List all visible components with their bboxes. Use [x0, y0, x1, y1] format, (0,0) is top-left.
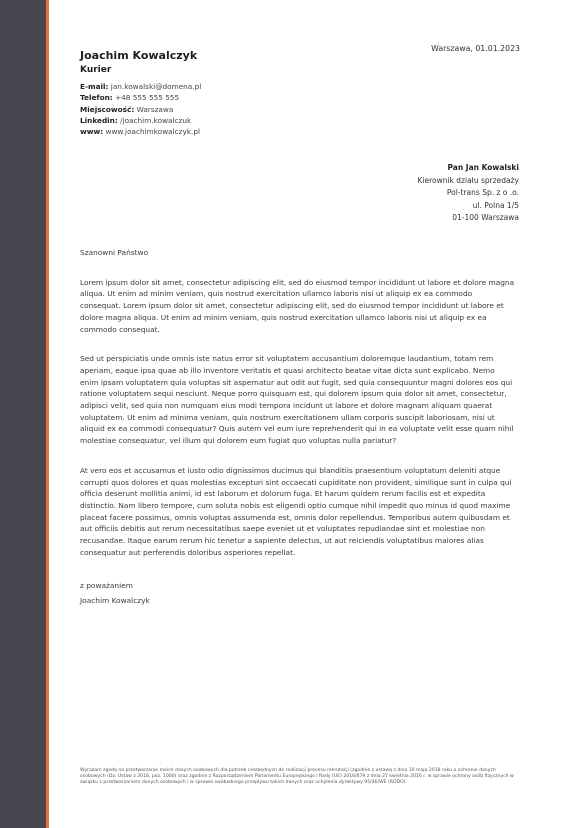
letter-page [49, 0, 578, 828]
contact-www [80, 126, 201, 137]
contact-label: www: [80, 127, 104, 137]
contact-label: Miejscowość: [80, 104, 135, 114]
body-paragraph: Lorem ipsum dolor sit amet, consectetur adipiscing elit, sed do eiusmod tempor incididunt ut labore et dolore magna aliqua. Ut enim ad minim veniam, quis nostrud exercitation ullamco laboris nisi ut aliquip ex ea commodo consequat. Lorem ipsum dolor sit amet, consectetur adipiscing elit, sed do eiusmod tempor incididunt ut labore et dolore magna aliqua. Ut enim ad minim veniam, quis nostrud exercitation ullamco laboris nisi ut aliquip ex ea commodo consequat. [80, 277, 515, 334]
recipient-line: ul. Polna 1/5 [472, 200, 519, 210]
sidebar-band [0, 0, 46, 828]
body-paragraph: At vero eos et accusamus et iusto odio dignissimos ducimus qui blanditiis praesentium voluptatum deleniti atque corrupti quos dolores et quas molestias excepturi sint occaecati cupiditate non provident, similique sunt in culpa qui officia deserunt mollitia animi, id est laborum et dolorum fuga. Et harum quidem rerum facilis est et expedita distinctio. Nam libero tempore, cum soluta nobis est eligendi optio cumque nihil impedit quo minus id quod maxime placeat facere possimus, omnis voluptas assumenda est, omnis dolor repellendus. Temporibus autem quibusdam et aut officiis debitis aut rerum necessitatibus saepe eveniet ut et voluptates repudiandae sint et molestiae non recusandae. Itaque earum rerum hic tenetur a sapiente delectus, ut aut reiciendis voluptatibus maiores alias consequatur aut perferendis doloribus asperiores repellat. [80, 465, 512, 557]
sender-position: Kurier [80, 65, 112, 75]
recipient-line: Kierownik działu sprzedaży [417, 175, 519, 185]
linkedin-value[interactable]: /joachim.kowalczuk [120, 115, 192, 125]
letter-date: Warszawa, 01.01.2023 [431, 44, 520, 53]
recipient-name: Pan Jan Kowalski [447, 163, 519, 172]
contact-city [80, 104, 201, 115]
letter-body [80, 247, 515, 608]
greeting: Szanowni Państwo [80, 248, 149, 257]
recipient-line: 01-100 Warszawa [452, 213, 519, 222]
email-value[interactable]: jan.kowalski@domena.pl [110, 82, 202, 91]
gdpr-clause: Wyrażam zgodę na przetwarzanie moich danych osobowych dla potrzeb niezbędnych do realizacji procesu rekrutacji (zgodnie z ustawą z dnia 10 maja 2018 roku o ochronie danych osobowych (Dz. Ustaw z 2018, poz. 1000) oraz zgodnie z Rozporządzeniem Parlamentu Europejskiego i Rady (UE) 2016/679 z dnia 27 kwietnia 2016 r. w sprawie ochrony osób fizycznych w związku z przetwarzaniem danych osobowych i w sprawie swobodnego przepływu takich danych oraz uchylenia dyrektywy 95/46/WE (RODO). [80, 768, 514, 786]
contact-phone [80, 92, 201, 103]
recipient-line: Pol-trans Sp. z o .o. [446, 188, 519, 197]
contact-linkedin [80, 115, 201, 126]
contact-label: E-mail: [80, 82, 109, 91]
contact-label: Linkedin: [80, 115, 118, 125]
city-value: Warszawa [136, 104, 174, 114]
recipient-block [417, 162, 519, 225]
contact-email [80, 81, 201, 92]
sender-block [80, 48, 201, 137]
body-paragraph: Sed ut perspiciatis unde omnis iste natus error sit voluptatem accusantium doloremque laudantium, totam rem aperiam, eaque ipsa quae ab illo inventore veritatis et quasi architecto beatae vitae dicta sunt explicabo. Nemo enim ipsam voluptatem quia voluptas sit aspernatur aut odit aut fugit, sed quia consequuntur magni dolores eos qui ratione voluptatem sequi nesciunt. Neque porro quisquam est, qui dolorem ipsum quia dolor sit amet, consectetur, adipisci velit, sed quia non numquam eius modi tempora incidunt ut labore et dolore magnam aliquam quaerat voluptatem. Ut enim ad minima veniam, quis nostrum exercitationem ullam corporis suscipit laboriosam, nisi ut aliquid ex ea commodi consequatur? Quis autem vel eum iure reprehenderit qui in ea voluptate velit esse quam nihil molestiae consequatur, vel illum qui dolorem eum fugiat quo voluptas nulla pariatur? [80, 354, 514, 446]
sender-name: Joachim Kowalczyk [80, 49, 198, 62]
www-value[interactable]: www.joachimkowalczyk.pl [105, 127, 201, 137]
phone-value: +48 555 555 555 [115, 93, 180, 103]
contact-label: Telefon: [80, 93, 113, 103]
signature: Joachim Kowalczyk [80, 596, 150, 606]
closing: z poważaniem [80, 581, 133, 591]
